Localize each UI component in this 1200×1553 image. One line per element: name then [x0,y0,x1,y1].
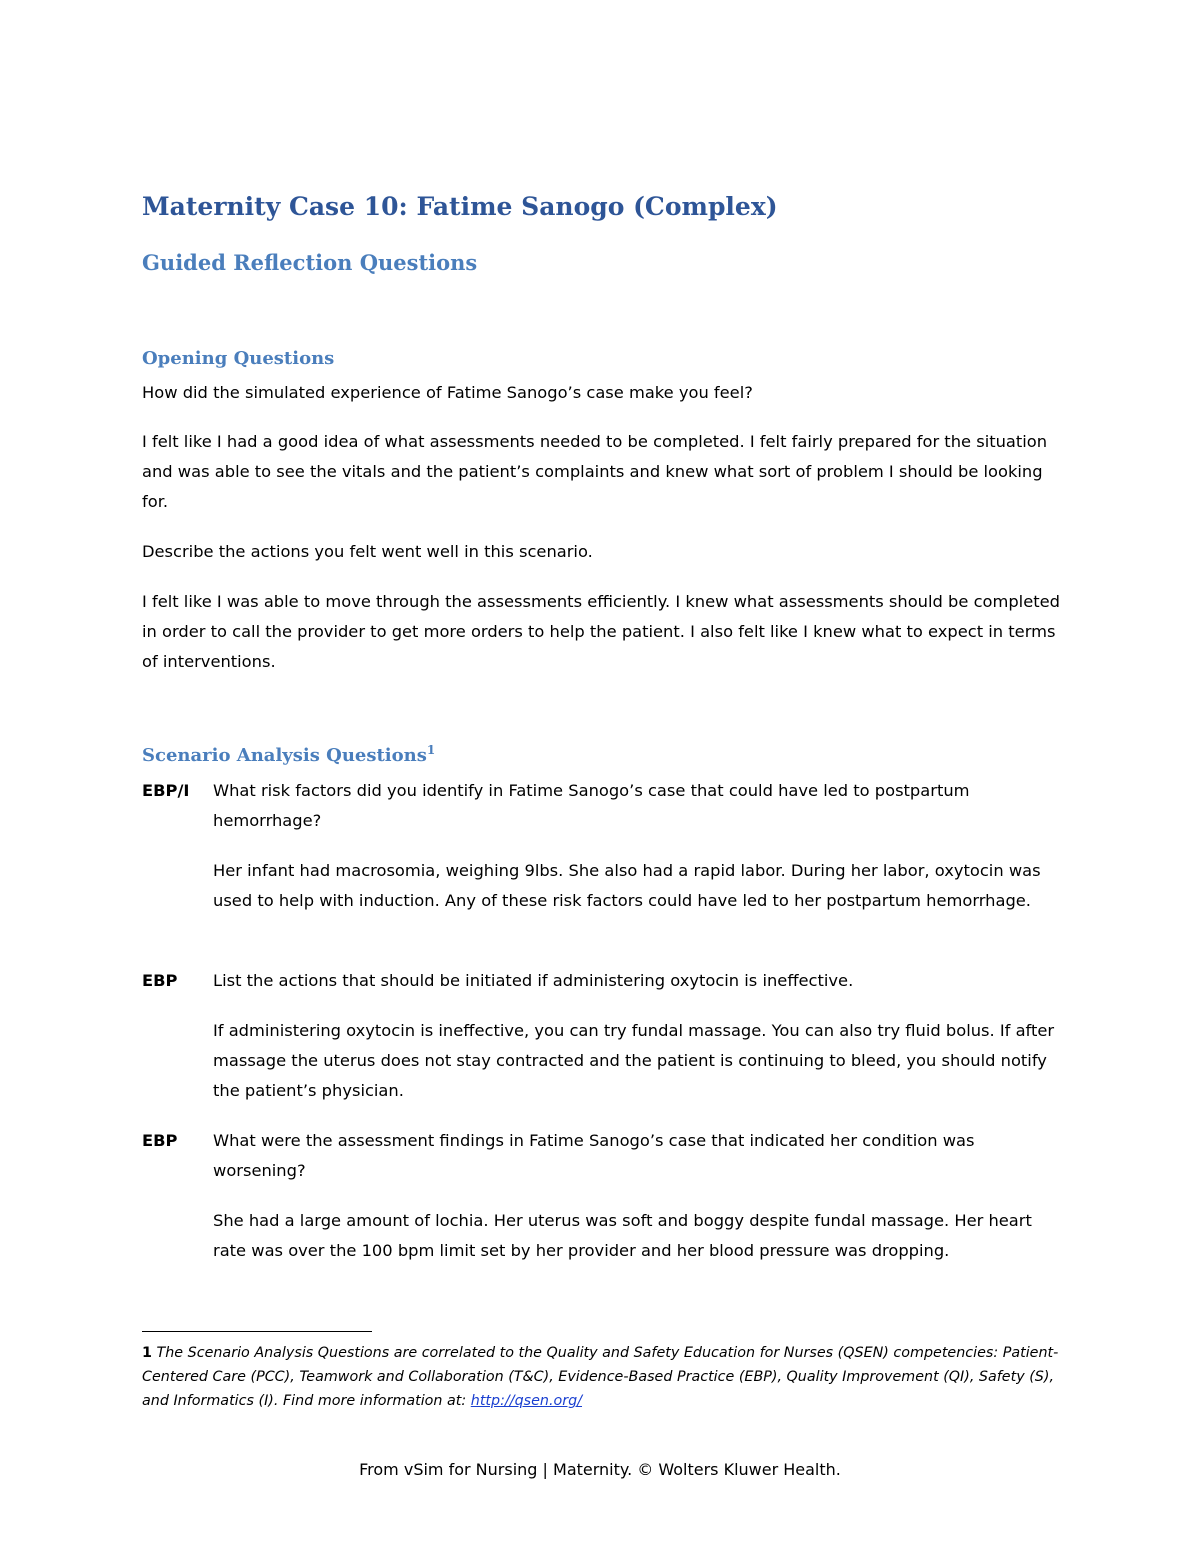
opening-question-1: How did the simulated experience of Fatime Sanogo’s case make you feel? [142,383,753,402]
page-footer: From vSim for Nursing | Maternity. © Wolters Kluwer Health. [359,1460,841,1479]
scenario-analysis-heading [142,745,435,766]
footnote-separator [142,1331,372,1332]
answer-text: She had a large amount of lochia. Her uterus was soft and boggy despite fundal massage. Her heart rate was over the 100 bpm limit set by her provider and her blood pressure was dropping. [213,1211,1032,1260]
qsen-code: EBP [142,971,178,990]
footnote-number: 1 [142,1345,152,1361]
question-text: List the actions that should be initiated if administering oxytocin is ineffective. [213,971,854,990]
qsen-link[interactable]: http://qsen.org/ [470,1393,583,1409]
footnote [142,1341,1062,1413]
opening-questions-heading: Opening Questions [142,348,335,369]
qsen-code: EBP [142,1131,178,1150]
opening-answer-1: I felt like I had a good idea of what assessments needed to be completed. I felt fairly prepared for the situation and was able to see the vitals and the patient’s complaints and knew what sort of problem I should be looking for. [142,432,1048,511]
question-text: What were the assessment findings in Fatime Sanogo’s case that indicated her condition was worsening? [213,1131,975,1180]
opening-answer-2: I felt like I was able to move through the assessments efficiently. I knew what assessments should be completed in order to call the provider to get more orders to help the patient. I also felt like I knew what to expect in terms of interventions. [142,592,1060,671]
scenario-heading-text: Scenario Analysis Questions [142,745,427,766]
page-subtitle: Guided Reflection Questions [142,250,478,275]
footnote-text: The Scenario Analysis Questions are correlated to the Quality and Safety Education for Nurses (QSEN) competencies: Patient-Centered Care (PCC), Teamwork and Collaboration (T&C), Evidence-Based Practice (EBP), Quality Improvement (QI), Safety (S), and Informatics (I). Find more information at: [142,1345,1059,1409]
footnote-ref[interactable]: 1 [426,743,436,757]
answer-text: If administering oxytocin is ineffective, you can try fundal massage. You can also try fluid bolus. If after massage the uterus does not stay contracted and the patient is continuing to bleed, you should notify the patient’s physician. [213,1021,1055,1100]
question-text: What risk factors did you identify in Fatime Sanogo’s case that could have led to postpartum hemorrhage? [213,781,970,830]
answer-text: Her infant had macrosomia, weighing 9lbs. She also had a rapid labor. During her labor, oxytocin was used to help with induction. Any of these risk factors could have led to her postpartum hemorrhage. [213,861,1041,910]
page-title: Maternity Case 10: Fatime Sanogo (Complex) [142,192,778,221]
qsen-code: EBP/I [142,781,190,800]
opening-question-2: Describe the actions you felt went well in this scenario. [142,542,593,561]
